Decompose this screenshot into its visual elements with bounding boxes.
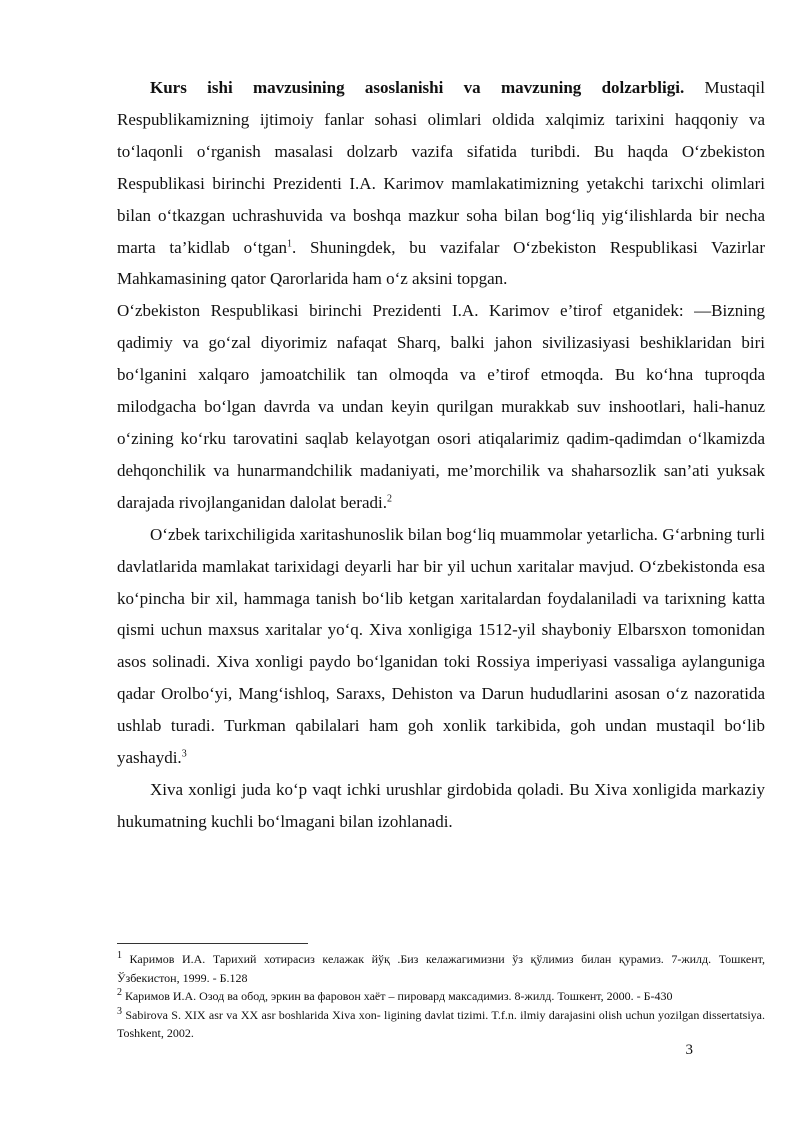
paragraph-3-text: O‘zbek tarixchiligida xaritashunoslik bilan bog‘liq muammolar yetarlicha. G‘arbning turli davlatlarida mamlakat tarixidagi deyarli har bir yil uchun xaritalar mavjud. O‘zbekistonda esa ko‘pincha bir xil, hammaga tanish bo‘lib ketgan xaritalardan foydalaniladi va tarixning katta qismi uchun maxsus xaritalar yo‘q. Xiva xonligiga 1512-yil shayboniy Elbarsxon tomonidan asos solinadi. Xiva xonligi paydo bo‘lganidan toki Rossiya imperiyasi vassaliga aylanguniga qadar Orolbo‘yi, Mang‘ishloq, Saraxs, Dehiston va Darun hududlarini asosan o‘z nazoratida ushlab turadi. Turkman qabilalari ham goh xonlik tarkibida, goh undan mustaqil bo‘lib yashaydi. <box>117 524 765 768</box>
paragraph-2 <box>117 295 765 518</box>
footnote-text-3: Sabirova S. XIX asr va XX asr boshlarida Xiva xon- ligining davlat tizimi. T.f.n. ilmiy darajasini olish uchun yozilgan dissertatsiya. Toshkent, 2002. <box>117 1007 765 1040</box>
footnote-number-3: 3 <box>117 1005 122 1017</box>
footnote-number-2: 2 <box>117 987 122 998</box>
section-heading: Kurs ishi mavzusining asoslanishi va mavzuning dolzarbligi. <box>150 78 685 97</box>
paragraph-1-text-b: . Shuningdek, bu vazifalar O‘zbekiston Respublikasi Vazirlar Mahkamasining qator Qarorlarida ham o‘z aksini topgan. <box>117 237 765 289</box>
paragraph-4 <box>117 774 765 838</box>
footnote-number-1: 1 <box>117 950 122 961</box>
paragraph-3 <box>117 519 765 774</box>
footnote-separator <box>117 943 308 944</box>
footnote-2 <box>117 987 765 1006</box>
paragraph-1 <box>117 72 765 295</box>
footnote-text-1: Каримов И.А. Тарихий хотирасиз келажак йўқ .Биз келажагимизни ўз қўлимиз билан қурамиз. 7-жилд. Тошкент, Ўзбекистон, 1999. - Б.128 <box>117 952 765 985</box>
body-text <box>117 72 765 838</box>
footnote-1 <box>117 950 765 987</box>
footnote-ref-3: 3 <box>181 748 187 760</box>
footnote-text-2: Каримов И.А. Озод ва обод, эркин ва фаровон хаёт – пировард максадимиз. 8-жилд. Тошкент, 2000. - Б-430 <box>125 989 673 1003</box>
paragraph-2-text: O‘zbekiston Respublikasi birinchi Prezidenti I.A. Karimov e’tirof etganidek: ―Bizning qadimiy va go‘zal diyorimiz nafaqat Sharq, balki jahon sivilizasiyasi beshiklaridan biri bo‘lganini xalqaro jamoatchilik tan olmoqda va e’tirof etmoqda. Bu ko‘hna tuproqda milodgacha bo‘lgan davrda va undan keyin qurilgan murakkab suv inshootlari, hali-hanuz o‘zining ko‘rku tarovatini saqlab kelayotgan osori atiqalarimiz qadim-qadimdan o‘lkamizda dehqonchilik va hunarmandchilik madaniyati, me’morchilik va shaharsozlik san’ati yuksak darajada rivojlanganidan dalolat beradi. <box>117 301 765 512</box>
footnote-ref-1: 1 <box>287 237 293 249</box>
paragraph-4-text: Xiva xonligi juda ko‘p vaqt ichki urushlar girdobida qoladi. Bu Xiva xonligida markaziy hukumatning kuchli bo‘lmagani bilan izohlanadi. <box>117 779 765 831</box>
page-number: 3 <box>685 1042 693 1058</box>
paragraph-1-text-a: Mustaqil Respublikamizning ijtimoiy fanlar sohasi olimlari oldida xalqimiz tarixini haqqoniy va to‘laqonli o‘rganish masalasi dolzarb vazifa sifatida turibdi. Bu haqda O‘zbekiston Respublikasi birinchi Prezidenti I.A. Karimov mamlakatimizning yetakchi tarixchi olimlari bilan o‘tkazgan uchrashuvida va boshqa mazkur soha bilan bog‘liq yig‘ilishlarda bir necha marta ta’kidlab o‘tgan <box>117 78 765 257</box>
footnotes <box>117 950 765 1043</box>
footnote-3 <box>117 1006 765 1043</box>
footnote-ref-2: 2 <box>387 493 392 505</box>
